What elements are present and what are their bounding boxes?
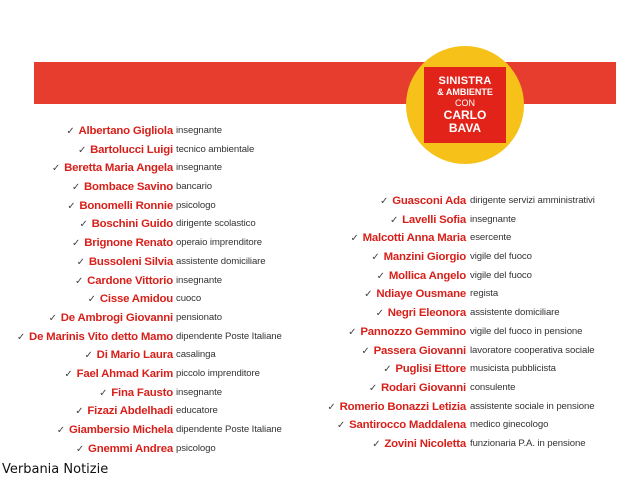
candidate-name — [380, 192, 466, 211]
candidate-row — [300, 398, 640, 417]
candidate-name-text: Ndiaye Ousmane — [376, 288, 466, 301]
candidate-row — [0, 384, 300, 403]
candidate-row — [300, 379, 640, 398]
candidate-occupation: insegnante — [470, 213, 516, 225]
candidate-name-text: De Marinis Vito detto Mamo — [29, 330, 173, 343]
candidate-list-left — [0, 122, 300, 458]
candidate-name — [350, 229, 466, 248]
candidate-name — [64, 365, 173, 384]
candidate-row — [300, 342, 640, 361]
candidate-name-text: Albertano Gigliola — [78, 125, 173, 137]
candidate-occupation: operaio imprenditore — [176, 237, 262, 249]
checkmark-icon: ✓ — [79, 219, 88, 231]
checkmark-icon: ✓ — [389, 214, 399, 226]
candidate-occupation: vigile del fuoco in pensione — [470, 325, 583, 337]
candidate-row — [0, 272, 300, 291]
checkmark-icon: ✓ — [75, 443, 85, 455]
candidate-row — [0, 197, 300, 216]
candidate-occupation: tecnico ambientale — [176, 143, 255, 155]
candidate-name-text: Guasconi Ada — [392, 195, 466, 207]
candidate-row — [300, 267, 640, 286]
candidate-row — [300, 192, 640, 211]
candidate-name-text: Di Mario Laura — [96, 349, 173, 362]
candidate-occupation: dipendente Poste Italiane — [176, 424, 282, 435]
candidate-occupation: dipendente Poste Italiane — [176, 330, 282, 342]
candidate-occupation: assistente sociale in pensione — [470, 400, 595, 412]
candidate-name — [390, 211, 466, 230]
candidate-row — [0, 365, 300, 384]
candidate-name — [84, 346, 173, 365]
candidate-occupation: casalinga — [176, 349, 216, 361]
candidate-name-text: Bonomelli Ronnie — [79, 199, 173, 212]
candidate-occupation: psicologo — [176, 199, 216, 211]
checkmark-icon: ✓ — [74, 275, 84, 287]
candidate-occupation: educatore — [176, 405, 218, 417]
candidate-name — [364, 285, 466, 304]
candidate-occupation: psicologo — [176, 442, 216, 454]
checkmark-icon: ✓ — [56, 425, 65, 436]
candidate-row — [300, 211, 640, 230]
checkmark-icon: ✓ — [327, 401, 336, 413]
candidate-row — [300, 285, 640, 304]
checkmark-icon: ✓ — [72, 238, 81, 250]
candidate-occupation: esercente — [470, 232, 512, 244]
candidate-name — [52, 159, 173, 178]
candidate-row — [0, 421, 300, 440]
logo-line-2: & AMBIENTE — [437, 86, 493, 97]
candidate-name-text: Pannozzo Gemmino — [360, 325, 466, 338]
candidate-name-text: Fael Ahmad Karim — [76, 367, 173, 380]
candidate-name — [75, 272, 173, 291]
candidate-occupation: insegnante — [176, 162, 222, 174]
footer-source: Verbania Notizie — [2, 462, 109, 477]
candidate-occupation: dirigente servizi amministrativi — [470, 195, 595, 206]
candidate-name-text: Mollica Angelo — [388, 269, 466, 282]
checkmark-icon: ✓ — [368, 382, 378, 394]
candidate-occupation: dirigente scolastico — [176, 218, 256, 230]
logo-line-5: BAVA — [448, 120, 482, 135]
candidate-name-text: Romerio Bonazzi Letizia — [339, 400, 466, 413]
candidate-row — [300, 360, 640, 379]
candidate-name-text: Bussoleni Silvia — [88, 255, 173, 268]
candidate-name-text: Bombace Savino — [84, 181, 173, 194]
candidate-name-text: Bartolucci Luigi — [90, 143, 173, 156]
candidate-name-text: Giambersio Michela — [68, 424, 173, 436]
candidate-occupation: bancario — [176, 181, 213, 193]
checkmark-icon: ✓ — [51, 163, 61, 175]
checkmark-icon: ✓ — [64, 368, 73, 380]
candidate-name-text: Gnemmi Andrea — [88, 442, 173, 455]
candidate-name — [371, 248, 466, 267]
candidate-row — [300, 304, 640, 323]
checkmark-icon: ✓ — [336, 420, 346, 432]
header-red-band — [34, 62, 616, 104]
candidate-occupation: pensionato — [176, 311, 222, 323]
candidate-row — [300, 323, 640, 342]
candidate-list-right — [300, 192, 640, 454]
candidate-row — [0, 253, 300, 272]
candidate-name-text: Manzini Giorgio — [383, 251, 466, 264]
candidate-row — [0, 402, 300, 421]
candidate-name-text: Santirocco Maddalena — [349, 419, 466, 432]
checkmark-icon: ✓ — [16, 331, 26, 343]
checkmark-icon: ✓ — [84, 350, 93, 362]
logo-line-4: CARLO — [443, 107, 487, 122]
candidate-row — [0, 290, 300, 309]
candidate-name — [79, 215, 173, 234]
candidate-name — [327, 398, 466, 417]
checkmark-icon: ✓ — [71, 182, 80, 194]
candidate-row — [0, 346, 300, 365]
candidate-name-text: Boschini Guido — [91, 218, 173, 231]
candidate-name — [57, 421, 173, 440]
candidate-row — [300, 229, 640, 248]
candidate-name-text: Fizazi Abdelhadi — [87, 405, 173, 418]
candidate-name — [76, 440, 173, 459]
candidate-name-text: Lavelli Sofia — [402, 213, 466, 226]
candidate-name — [75, 402, 173, 421]
candidate-occupation: lavoratore cooperativa sociale — [470, 344, 595, 356]
checkmark-icon: ✓ — [348, 326, 357, 338]
checkmark-icon: ✓ — [66, 126, 75, 137]
checkmark-icon: ✓ — [376, 270, 385, 282]
candidate-row — [0, 141, 300, 160]
candidate-occupation: piccolo imprenditore — [176, 367, 260, 379]
candidate-occupation: insegnante — [176, 125, 222, 136]
checkmark-icon: ✓ — [375, 308, 384, 320]
candidate-name-text: Cisse Amidou — [99, 293, 173, 306]
candidate-name — [376, 304, 466, 323]
candidate-row — [300, 435, 640, 454]
checkmark-icon: ✓ — [67, 200, 76, 212]
candidate-row — [300, 416, 640, 435]
candidate-row — [0, 440, 300, 459]
candidate-name — [72, 178, 173, 197]
candidate-name — [17, 328, 173, 347]
candidate-name-text: Fina Fausto — [111, 386, 173, 399]
checkmark-icon: ✓ — [99, 387, 108, 399]
candidate-name — [77, 253, 173, 272]
candidate-name-text: Cardone Vittorio — [87, 274, 173, 287]
candidate-occupation: musicista pubblicista — [470, 363, 556, 375]
checkmark-icon: ✓ — [350, 233, 359, 245]
candidate-name-text: Passera Giovanni — [373, 344, 466, 357]
candidate-occupation: assistente domiciliare — [176, 255, 266, 267]
candidate-name — [67, 197, 173, 216]
candidate-row — [0, 309, 300, 328]
checkmark-icon: ✓ — [371, 252, 380, 264]
checkmark-icon: ✓ — [383, 364, 392, 376]
candidate-occupation: cuoco — [176, 293, 202, 305]
checkmark-icon: ✓ — [48, 312, 57, 324]
candidate-name — [99, 384, 173, 403]
logo-line-3: CON — [455, 97, 475, 108]
candidate-name-text: Brignone Renato — [84, 237, 173, 250]
candidate-name-text: De Ambrogi Giovanni — [60, 311, 173, 324]
candidate-name-text: Rodari Giovanni — [381, 381, 466, 394]
checkmark-icon: ✓ — [76, 256, 85, 268]
party-logo — [406, 46, 524, 164]
candidate-name — [361, 342, 466, 361]
candidate-occupation: insegnante — [176, 274, 222, 286]
candidate-name-text: Zovini Nicoletta — [384, 437, 466, 450]
candidate-name — [66, 122, 173, 141]
logo-line-1: SINISTRA — [438, 74, 492, 87]
candidate-name-text: Puglisi Ettore — [395, 363, 466, 376]
candidate-name — [377, 267, 466, 286]
candidate-row — [0, 159, 300, 178]
candidate-row — [0, 178, 300, 197]
candidate-name — [49, 309, 173, 328]
candidate-name-text: Beretta Maria Angela — [64, 162, 173, 175]
candidate-name — [72, 234, 173, 253]
party-logo-box — [424, 67, 506, 143]
candidate-occupation: medico ginecologo — [470, 419, 549, 431]
candidate-name — [88, 290, 173, 309]
candidate-row — [0, 234, 300, 253]
candidate-occupation: vigile del fuoco — [470, 269, 532, 281]
candidate-name-text: Malcotti Anna Maria — [362, 232, 466, 245]
checkmark-icon: ✓ — [75, 406, 84, 418]
candidate-occupation: assistente domiciliare — [470, 307, 560, 319]
checkmark-icon: ✓ — [77, 144, 87, 156]
candidate-row — [300, 248, 640, 267]
candidate-occupation: consulente — [470, 381, 516, 393]
candidate-name — [348, 323, 466, 342]
checkmark-icon: ✓ — [87, 294, 96, 306]
checkmark-icon: ✓ — [361, 345, 370, 357]
candidate-name — [337, 416, 466, 435]
candidate-name — [369, 379, 466, 398]
checkmark-icon: ✓ — [364, 289, 373, 301]
checkmark-icon: ✓ — [372, 438, 381, 450]
candidate-name — [78, 141, 173, 160]
candidate-occupation: vigile del fuoco — [470, 251, 532, 263]
candidate-name-text: Negri Eleonora — [387, 307, 466, 320]
candidate-name — [383, 360, 466, 379]
candidate-occupation: funzionaria P.A. in pensione — [470, 437, 586, 449]
candidate-occupation: regista — [470, 288, 499, 300]
candidate-row — [0, 215, 300, 234]
candidate-name — [372, 435, 466, 454]
candidate-row — [0, 328, 300, 347]
candidate-occupation: insegnante — [176, 386, 222, 398]
checkmark-icon: ✓ — [380, 196, 389, 207]
candidate-row — [0, 122, 300, 141]
